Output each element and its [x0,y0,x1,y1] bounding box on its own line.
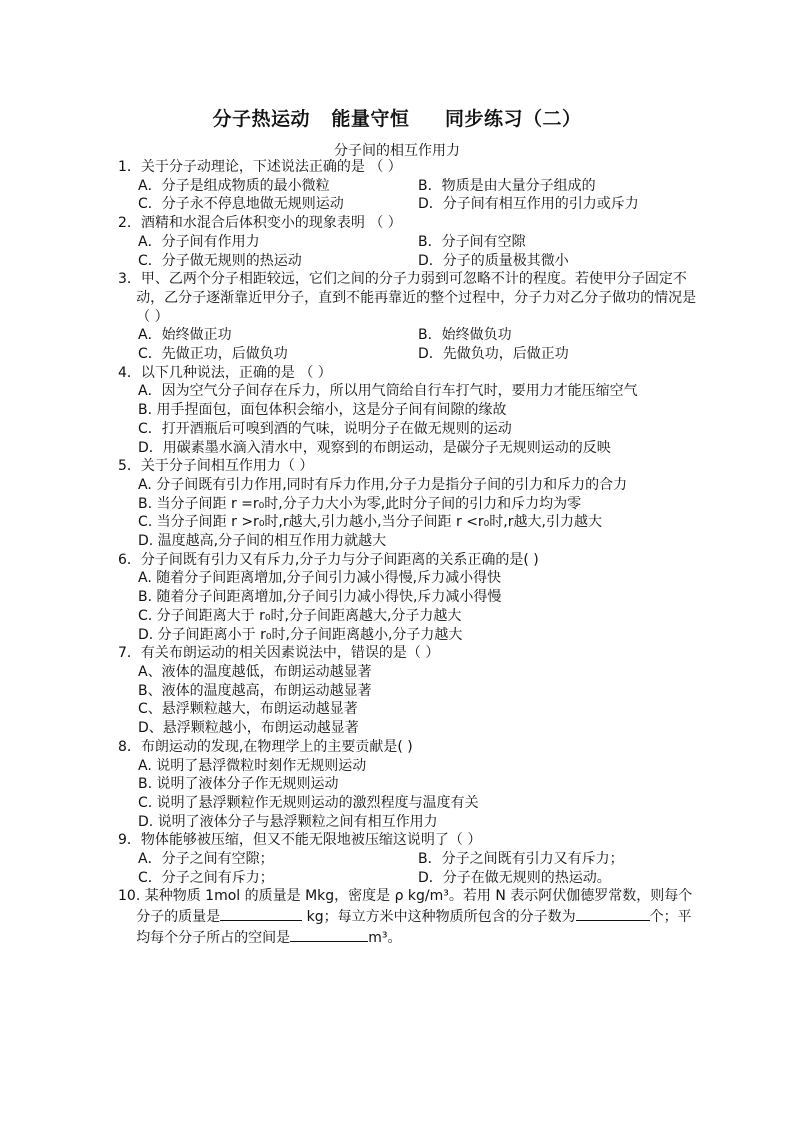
option-c: C. 分子间距离大于 r₀时,分子间距离越大,分子力越大 [138,607,462,624]
question-7 [118,644,698,738]
option-d: D. 温度越高,分子间的相互作用力就越大 [138,533,387,550]
question-4 [118,364,698,458]
question-stem: 5．关于分子间相互作用力（ ） [118,458,314,475]
option-b: B．分子间有空隙 [418,233,526,250]
option-a: A. 说明了悬浮微粒时刻作无规则运动 [138,757,367,774]
option-c: C．分子之间有斥力； [138,869,274,886]
question-list [118,158,698,948]
option-d: D、悬浮颗粒越小，布朗运动越显著 [138,720,359,737]
question-stem: 2．酒精和水混合后体积变小的现象表明 （ ） [118,215,402,232]
answer-blank-molecule-count[interactable] [576,906,650,921]
question-5 [118,457,698,551]
q10-text-2: kg；每立方米中这种物质所包含的分子数为 [302,909,576,926]
option-a: A. 分子间既有引力作用,同时有斥力作用,分子力是指分子间的引力和斥力的合力 [138,476,628,493]
option-a: A. 随着分子间距离增加,分子间引力减小得慢,斥力减小得快 [138,570,502,587]
option-a: A．分子间有作用力 [138,233,260,250]
section-subtitle: 分子间的相互作用力 [334,143,460,159]
question-9 [118,831,698,887]
question-10 [118,887,698,947]
question-stem: 7．有关布朗运动的相关因素说法中，错误的是（ ） [118,645,440,662]
option-b: B. 用手捏面包，面包体积会缩小，这是分子间有间隙的缘故 [138,402,507,419]
question-stem [118,887,698,947]
question-3 [118,270,698,364]
option-d: D. 说明了液体分子与悬浮颗粒之间有相互作用力 [138,813,438,830]
q10-text-4: m³。 [368,929,402,946]
option-a: A．因为空气分子间存在斥力，所以用气筒给自行车打气时，要用力才能压缩空气 [138,383,638,400]
q10-text-3: 个；平均每个分子所占的空间是 [136,909,692,946]
question-1 [118,158,698,214]
option-b: B、液体的温度越高，布朗运动越显著 [138,682,372,699]
question-stem: 6．分子间既有引力又有斥力,分子力与分子间距离的关系正确的是( ) [118,551,539,568]
page-title: 分子热运动 能量守恒 同步练习（二） [212,108,582,130]
option-d: D．用碳素墨水滴入清水中，观察到的布朗运动，是碳分子无规则运动的反映 [138,439,611,456]
option-d: D. 分子间距离小于 r₀时,分子间距离越小,分子力越大 [138,626,463,643]
question-stem: 8．布朗运动的发现,在物理学上的主要贡献是( ) [118,738,413,755]
option-a: A．分子之间有空隙； [138,851,274,868]
option-a: A、液体的温度越低，布朗运动越显著 [138,663,372,680]
question-6 [118,551,698,645]
option-d: D．分子间有相互作用的引力或斥力 [418,196,639,213]
option-a: A．分子是组成物质的最小微粒 [138,177,330,194]
option-c: C. 当分子间距 r >r₀时,r越大,引力越小,当分子间距 r <r₀时,r越大,引力越大 [138,514,602,531]
question-stem: 1．关于分子动理论，下述说法正确的是 （ ） [118,159,402,175]
option-a: A．始终做正功 [138,327,232,344]
option-b: B. 随着分子间距离增加,分子间引力减小得快,斥力减小得慢 [138,589,502,606]
q10-text-1: 10. 某种物质 1mol 的质量是 Mkg，密度是 ρ kg/m³。若用 N 表示阿伏伽德罗常数，则每个分子的质量是 [118,888,693,926]
option-b: B．分子之间既有引力又有斥力； [418,851,624,868]
option-c: C．打开酒瓶后可嗅到酒的气味，说明分子在做无规则的运动 [138,420,512,437]
question-stem: 9．物体能够被压缩，但又不能无限地被压缩这说明了（ ） [118,832,482,849]
option-c: C．分子永不停息地做无规则运动 [138,196,344,213]
option-b: B. 当分子间距 r =r₀时,分子力大小为零,此时分子间的引力和斥力均为零 [138,495,582,512]
option-c: C、悬浮颗粒越大，布朗运动越显著 [138,701,358,718]
question-stem: 4．以下几种说法，正确的是 （ ） [118,364,332,381]
answer-blank-molecule-volume[interactable] [290,927,368,942]
option-d: D．先做负功，后做正功 [418,346,569,363]
answer-blank-molecule-mass[interactable] [220,906,302,921]
option-b: B. 说明了液体分子作无规则运动 [138,776,339,793]
option-b: B．物质是由大量分子组成的 [418,177,596,194]
question-stem: 3．甲、乙两个分子相距较远，它们之间的分子力弱到可忽略不计的程度。若使甲分子固定不动，乙分子逐渐靠近甲分子，直到不能再靠近的整个过程中，分子力对乙分子做功的情况是 （ ） [118,271,697,325]
option-c: C. 说明了悬浮颗粒作无规则运动的激烈程度与温度有关 [138,794,479,811]
question-8 [118,738,698,832]
option-d: D．分子的质量极其微小 [418,252,569,269]
option-d: D．分子在做无规则的热运动。 [418,869,611,886]
question-2 [118,214,698,270]
option-c: C．分子做无规则的热运动 [138,252,302,269]
option-b: B．始终做负功 [418,327,512,344]
option-c: C．先做正功，后做负功 [138,346,288,363]
